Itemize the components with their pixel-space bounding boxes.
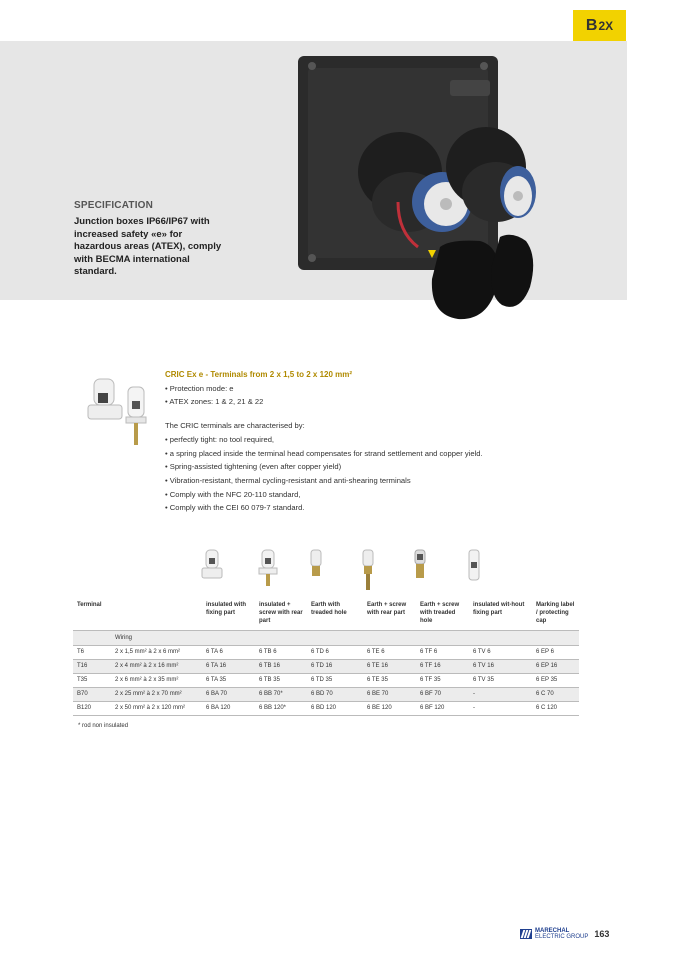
terminal-thumbnail-ta: [200, 548, 224, 588]
section-tag-main: B: [585, 17, 598, 34]
characteristic-bullet: • Vibration-resistant, thermal cycling-resistant and anti-shearing terminals: [165, 475, 411, 485]
table-row: [73, 646, 579, 660]
table-cell: 6 BD 70: [307, 688, 363, 702]
column-header: insulated + screw with rear part: [259, 602, 303, 624]
page-number: 163: [594, 929, 610, 939]
column-header: Earth with treaded hole: [311, 602, 347, 616]
characteristic-bullet: • Comply with the CEI 60 079-7 standard.: [165, 503, 305, 513]
table-cell: 2 x 50 mm² à 2 x 120 mm²: [111, 702, 202, 716]
table-row: [73, 660, 579, 674]
table-cell: 6 BA 70: [202, 688, 255, 702]
table-cell: 6 EP 6: [532, 646, 579, 660]
junction-box-image: [290, 52, 540, 332]
table-cell: 6 BA 120: [202, 702, 255, 716]
table-cell: 6 TE 6: [363, 646, 416, 660]
table-cell: 6 TV 35: [469, 674, 532, 688]
page-footer: [520, 928, 609, 940]
characteristics-intro: The CRIC terminals are characterised by:: [165, 421, 305, 431]
cric-terminals-image: [82, 375, 152, 455]
table-cell: T16: [73, 660, 111, 674]
table-cell: 6 BB 120*: [255, 702, 307, 716]
table-cell: 6 TD 16: [307, 660, 363, 674]
terminal-thumbnail-td: [308, 548, 324, 584]
table-cell: 6 BF 120: [416, 702, 469, 716]
table-cell: 6 TF 6: [416, 646, 469, 660]
cric-terminals-section: [165, 368, 545, 515]
protection-bullet: • Protection mode: e: [165, 383, 234, 393]
table-cell: -: [469, 688, 532, 702]
table-cell: 2 x 25 mm² à 2 x 70 mm²: [111, 688, 202, 702]
specification-text: Junction boxes IP66/IP67 with increased safety «e» for hazardous areas (ATEX), comply with BECMA international standard.: [74, 216, 222, 277]
table-cell: 6 TA 6: [202, 646, 255, 660]
table-cell: 6 TF 35: [416, 674, 469, 688]
column-header: Earth + screw with rear part: [367, 602, 407, 616]
footnote: * rod non insulated: [78, 723, 129, 729]
section-tag: [573, 10, 626, 42]
table-cell: 2 x 4 mm² à 2 x 16 mm²: [111, 660, 202, 674]
table-cell: T35: [73, 674, 111, 688]
table-cell: T6: [73, 646, 111, 660]
column-header: Earth + screw with treaded hole: [420, 602, 460, 624]
characteristic-bullet: • Comply with the NFC 20-110 standard,: [165, 489, 301, 499]
table-row: [73, 702, 579, 716]
column-header: Terminal: [77, 602, 102, 608]
table-cell: 6 TA 16: [202, 660, 255, 674]
table-cell: 2 x 1,5 mm² à 2 x 6 mm²: [111, 646, 202, 660]
table-cell: 6 TD 6: [307, 646, 363, 660]
table-cell: 6 TF 16: [416, 660, 469, 674]
table-cell: 6 BE 120: [363, 702, 416, 716]
terminal-thumbnail-tb: [256, 548, 280, 588]
table-cell: 6 EP 35: [532, 674, 579, 688]
terminal-thumbnail-te: [360, 548, 376, 592]
brand-logo-text: [535, 928, 588, 940]
table-row: [73, 688, 579, 702]
table-cell: 6 BD 120: [307, 702, 363, 716]
table-cell: -: [469, 702, 532, 716]
table-cell: 6 C 70: [532, 688, 579, 702]
characteristic-bullet: • perfectly tight: no tool required,: [165, 434, 275, 444]
wiring-label: Wiring: [111, 631, 202, 646]
table-cell: 6 BB 70*: [255, 688, 307, 702]
characteristic-bullet: • Spring-assisted tightening (even after copper yield): [165, 462, 342, 472]
column-header: Marking label / protecting cap: [536, 602, 575, 624]
section-tag-sub: 2X: [598, 19, 614, 33]
table-cell: 6 TD 35: [307, 674, 363, 688]
table-cell: 6 TE 35: [363, 674, 416, 688]
table-cell: B70: [73, 688, 111, 702]
table-cell: 6 TE 16: [363, 660, 416, 674]
table-cell: 6 EP 16: [532, 660, 579, 674]
marechal-logo-icon: [520, 929, 532, 939]
table-cell: 6 TA 35: [202, 674, 255, 688]
table-cell: 6 TB 16: [255, 660, 307, 674]
cric-terminals-title: CRIC Ex e - Terminals from 2 x 1,5 to 2 x 120 mm²: [165, 370, 353, 379]
table-cell: 6 BF 70: [416, 688, 469, 702]
table-cell: 6 BE 70: [363, 688, 416, 702]
wiring-row: [73, 631, 579, 646]
table-cell: 6 TB 6: [255, 646, 307, 660]
table-header-row: [73, 598, 579, 631]
column-header: insulated wit-hout fixing part: [473, 602, 525, 616]
table-cell: 2 x 6 mm² à 2 x 35 mm²: [111, 674, 202, 688]
characteristic-bullet: • a spring placed inside the terminal head compensates for strand settlement and copper yield.: [165, 448, 483, 458]
atex-bullet: • ATEX zones: 1 & 2, 21 & 22: [165, 397, 264, 407]
reference-table: [73, 598, 579, 716]
column-header: insulated with fixing part: [206, 602, 247, 616]
brand-line-1: MARECHAL: [535, 928, 570, 934]
table-cell: 6 TV 16: [469, 660, 532, 674]
column-header: [111, 598, 202, 631]
table-cell: 6 C 120: [532, 702, 579, 716]
terminal-thumbnail-tf: [412, 548, 428, 588]
brand-line-2: ELECTRIC GROUP: [535, 934, 589, 940]
terminal-thumbnail-tv: [466, 548, 482, 584]
specification-title: SPECIFICATION: [74, 200, 154, 211]
table-cell: 6 TB 35: [255, 674, 307, 688]
table-cell: 6 TV 6: [469, 646, 532, 660]
table-row: [73, 674, 579, 688]
table-cell: B120: [73, 702, 111, 716]
